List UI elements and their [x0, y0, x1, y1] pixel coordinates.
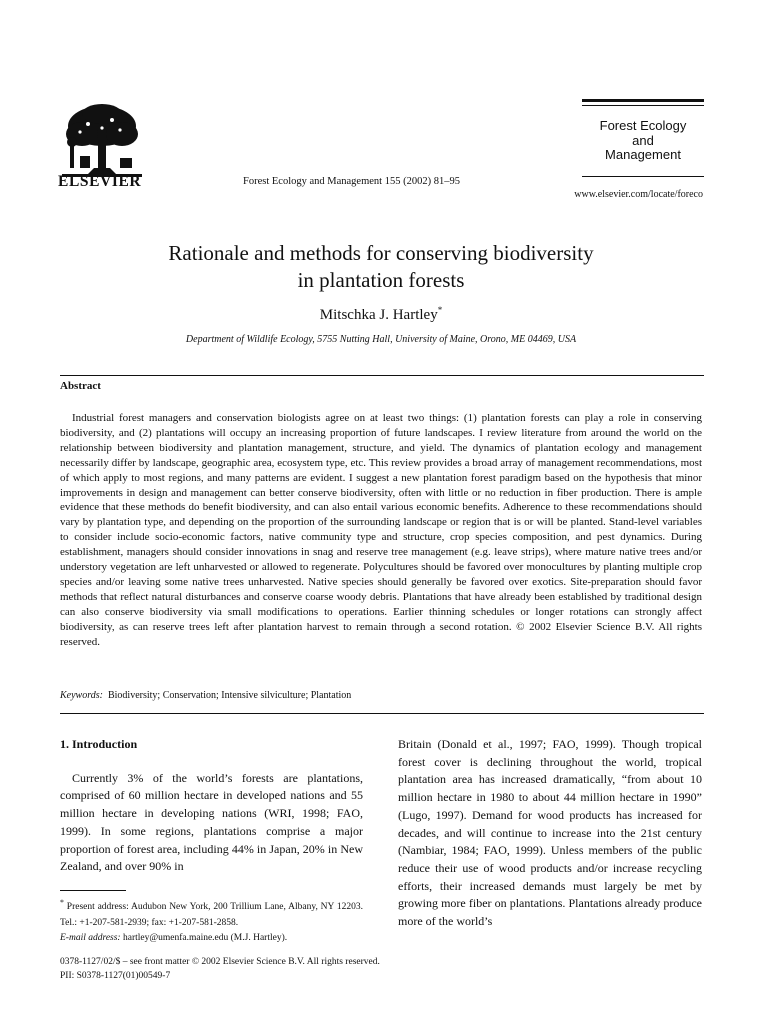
journal-citation: Forest Ecology and Management 155 (2002) 81–95: [243, 176, 460, 187]
author-text: Mitschka J. Hartley: [319, 307, 438, 323]
abstract-bottom-rule: [60, 713, 704, 714]
intro-paragraph-left: Currently 3% of the world’s forests are plantations, comprised of 60 million hectare in developed nations and 55 million hectare in developing nations (WRI, 1998; FAO, 1999). In some regions, plantations comprise a major proportion of forest area, including 44% in Japan, 20% in New Zealand, and over 90% in: [60, 770, 363, 874]
copyright-line: 0378-1127/02/$ – see front matter © 2002 Elsevier Science B.V. All rights reserved.: [60, 957, 380, 967]
section-heading-introduction: 1. Introduction: [60, 737, 138, 751]
keywords-label: Keywords:: [60, 690, 103, 701]
keywords-list: Biodiversity; Conservation; Intensive silviculture; Plantation: [107, 690, 352, 701]
journal-box-rule-thin: [582, 105, 704, 106]
email-address[interactable]: hartley@umenfa.maine.edu (M.J. Hartley).: [122, 933, 288, 944]
abstract-top-rule: [60, 375, 704, 376]
article-title-line: in plantation forests: [297, 268, 465, 292]
pii-line: PII: S0378-1127(01)00549-7: [60, 970, 171, 981]
author-footnote-mark: *: [437, 305, 443, 315]
keywords: [60, 690, 351, 701]
journal-box-rule-bottom: [582, 176, 704, 177]
journal-name: [582, 119, 704, 163]
author-affiliation: Department of Wildlife Ecology, 5755 Nutting Hall, University of Maine, Orono, ME 04469, USA: [185, 334, 577, 345]
article-title: [60, 240, 702, 294]
footnote-mark: *: [60, 898, 64, 907]
footnote-rule: [60, 890, 126, 891]
journal-name-line: Management: [605, 147, 681, 162]
author-footnote: [60, 895, 363, 947]
journal-box-rule-thick: [582, 99, 704, 102]
front-matter: [60, 956, 380, 983]
abstract-heading: Abstract: [60, 380, 101, 392]
publisher-name: ELSEVIER: [58, 173, 142, 190]
journal-name-line: and: [632, 132, 654, 148]
footnote-address: Present address: Audubon New York, 200 Trillium Lane, Albany, NY 12203. Tel.: +1-207-581-2939; fax: +1-207-581-2858.: [60, 902, 363, 928]
intro-paragraph-right: Britain (Donald et al., 1997; FAO, 1999). Though tropical forest cover is declining throughout the world, tropical plantation area has increased dramatically, “from about 10 million hectare in 1980 to about 44 million hectare in 1990” (Lugo, 1997). Demand for wood products has increased for decades, and will continue to increase into the 21st century (Nambiar, 1984; FAO, 1999). Unless members of the public reduce their use of wood products and/or increase recycling efforts, their increased demands must largely be met by growing more fiber on plantations. Plantations already produce more of the world’s: [398, 737, 702, 929]
journal-name-line: Forest Ecology: [599, 118, 687, 133]
abstract-text: Industrial forest managers and conservation biologists agree on at least two things: (1) plantation forests can play a role in conserving biodiversity, and (2) plantations will occupy an increasing proportion of future landscapes. I review literature from around the world on the relationship between biodiversity and plantation management, structure, and yield. The dynamics of plantation ecology and management necessarily differ by landscape, geographic area, ecosystem type, etc. This review provides a broad array of management recommendations, most of which apply to most regions, and many patterns are evident. I suggest a new plantation forest paradigm based on the hypothesis that minor improvements in design and management can better conserve biodiversity, often with little or no reduction in fiber production. There is ample evidence that these methods do benefit biodiversity, and can also entail various economic benefits. Adherence to these recommendations should vary by plantation type, and depending on the proportion of the surrounding landscape or region that is or will be planted. Stand-level variables to consider include socio-economic factors, native community type and structure, crop species composition, and pest dynamics. During establishment, managers should consider innovations in snag and reserve tree management (e.g. leave strips), where mature native trees and/or understory vegetation are left unharvested or allowed to regenerate. Polycultures should be favored over monocultures by planting multiple crop species and/or leaving some native trees unharvested. Native species should generally be favored over exotics. Site-preparation should favor methods that reflect natural disturbances and conserve coarse woody debris. Plantations that have already been established by traditional design can also conserve biodiversity via small modifications to operations. Earlier thinning schedules or longer rotations can strongly affect biodiversity, as can reserve trees left after plantation harvest to remain through a second rotation. © 2002 Elsevier Science B.V. All rights reserved.: [60, 412, 702, 648]
author-name: [60, 305, 702, 324]
email-label: E-mail address:: [60, 933, 121, 944]
left-column: [60, 736, 363, 876]
journal-url-link[interactable]: www.elsevier.com/locate/foreco: [574, 189, 703, 200]
article-title-line: Rationale and methods for conserving biodiversity: [168, 241, 594, 265]
